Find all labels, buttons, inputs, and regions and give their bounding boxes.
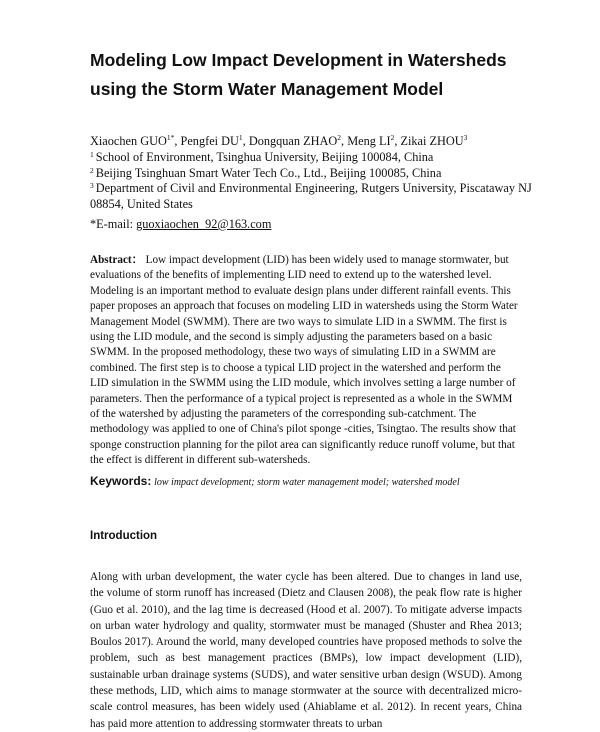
- keywords-label: Keywords:: [90, 474, 152, 488]
- author-name: Zikai ZHOU: [400, 134, 464, 148]
- title-line-1: Modeling Low Impact Development in Watersheds: [90, 50, 507, 70]
- affiliation-sup: 3: [90, 181, 94, 191]
- email-line: [90, 217, 560, 233]
- title-line-2: using the Storm Water Management Model: [90, 79, 444, 99]
- paper-title: [90, 46, 550, 104]
- author-name: Xiaochen GUO: [90, 134, 167, 148]
- author-sup: 1: [238, 133, 243, 142]
- affiliation: [90, 166, 560, 182]
- affiliation-text: School of Environment, Tsinghua University, Beijing 100084, China: [95, 149, 434, 164]
- email-label: *E-mail:: [90, 216, 137, 231]
- affiliation-sup: 1: [90, 149, 94, 159]
- affiliation-text: Beijing Tsinghuan Smart Water Tech Co., Ltd., Beijing 100085, China: [95, 165, 442, 180]
- author-list: Xiaochen $GUO^{1*}$, Pengfei $DU^1$, Dongquan ZHAO$^2$, Meng $LI^2$, Zikai ZHOU$^3$: [90, 133, 468, 148]
- author-name: Pengfei DU: [180, 134, 239, 148]
- keywords-text: low impact development; storm water management model; watershed model: [154, 477, 460, 488]
- author-block: [90, 134, 560, 233]
- abstract: [90, 253, 522, 469]
- introduction-body: Along with urban development, the water cycle has been altered. Due to changes in land use, the volume of storm runoff has increased (Dietz and Clausen 2008), the peak flow rate is higher (Guo et al. 2010), and the lag time is decreased (Hood et al. 2007). To mitigate adverse impacts on urban water hydrology and quality, stormwater must be managed (Shuster and Rhea 2013; Boulos 2017). Around the world, many developed countries have proposed methods to solve the problem, such as best management practices (BMPs), low impact development (LID), sustainable urban drainage systems (SUDS), and water sensitive urban design (WSUD). Among these methods, LID, which aims to manage stormwater at the source with decentralized micro-scale control measures, has been widely used (Ahiablame et al. 2012). In recent years, China has paid more attention to addressing stormwater threats to urban: [90, 571, 522, 730]
- author-name: Meng LI: [347, 134, 391, 148]
- abstract-label: Abstract：: [90, 254, 143, 266]
- email-link[interactable]: guoxiaochen_92@163.com: [136, 216, 272, 231]
- abstract-text: Low impact development (LID) has been widely used to manage stormwater, but evaluations of the benefits of implementing LID need to extend up to the watershed level. Modeling is an important method to evaluate design plans under different rainfall events. This paper proposes an approach that focuses on modeling LID in watersheds using the Storm Water Management Model (SWMM). There are two ways to simulate LID in a SWMM. The first is using the LID module, and the second is simply adjusting the parameters based on a basic SWMM. In the proposed methodology, these two ways of simulating LID in a SWMM are combined. The first step is to choose a typical LID project in the watershed and perform the LID simulation in the SWMM using the LID module, which involves setting a large number of parameters. Then the performance of a typical project is represented as a whole in the SWMM of the watershed by adjusting the parameters of the corresponding sub-catchment. The methodology was applied to one of China's pilot sponge -cities, Tsingtao. The results show that sponge construction planning for the pilot area can significantly reduce runoff volume, but that the effect is different in different sub-watersheds.: [90, 254, 518, 467]
- affiliation: [90, 150, 560, 166]
- author-sup: 2: [337, 133, 342, 142]
- author-sup: 2: [390, 133, 395, 142]
- author-sup: 1*: [166, 133, 175, 142]
- keywords: [90, 474, 522, 490]
- affiliation: [90, 181, 560, 213]
- affiliation-sup: 2: [90, 165, 94, 175]
- author-sup: 3: [463, 133, 468, 142]
- affiliation-text: Department of Civil and Environmental Engineering, Rutgers University, Piscataway NJ 08854, United States: [90, 181, 532, 212]
- section-heading-introduction: Introduction: [90, 530, 158, 542]
- author-name: Dongquan ZHAO: [248, 134, 338, 148]
